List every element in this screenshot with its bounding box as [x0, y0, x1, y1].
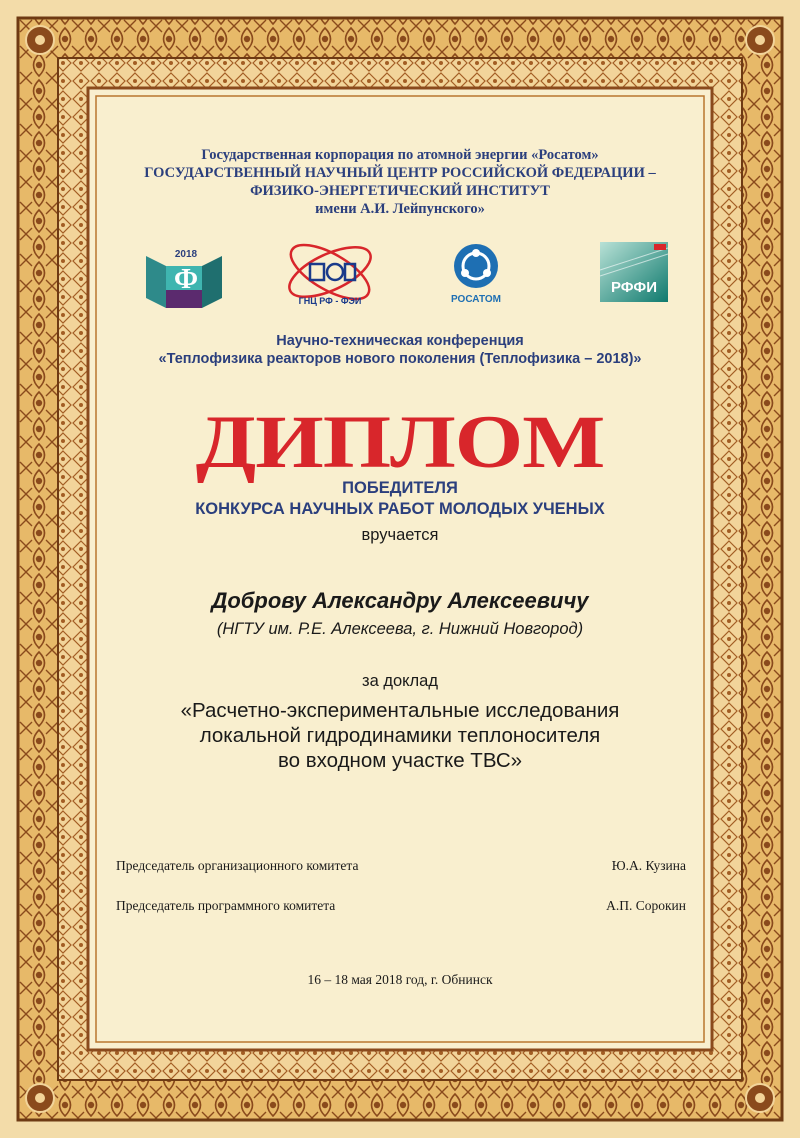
- conference-logo-year: 2018: [174, 249, 198, 260]
- gnc-fei-logo: [280, 238, 380, 310]
- header-line-3: ФИЗИКО-ЭНЕРГЕТИЧЕСКИЙ ИНСТИТУТ: [250, 183, 550, 199]
- signature-person: А.П. Сорокин: [606, 898, 686, 913]
- report-line-1: «Расчетно-экспериментальные исследования: [180, 699, 620, 722]
- diploma-content: [110, 110, 690, 1030]
- header-line-1: Государственная корпорация по атомной энергии «Росатом»: [201, 147, 599, 163]
- signature-role: Председатель программного комитета: [116, 898, 336, 913]
- conference-title: [110, 332, 690, 368]
- signature-role: Председатель организационного комитета: [116, 858, 359, 873]
- conference-line-1: Научно-техническая конференция: [276, 333, 524, 349]
- date-place: 16 – 18 мая 2018 год, г. Обнинск: [307, 972, 493, 987]
- conference-logo-letter: Ф: [173, 264, 199, 295]
- subtitle-line-2: КОНКУРСА НАУЧНЫХ РАБОТ МОЛОДЫХ УЧЕНЫХ: [195, 500, 605, 518]
- recipient-name: Доброву Александру Алексеевичу: [211, 588, 589, 613]
- awarded-text: вручается: [361, 526, 439, 544]
- conference-logo: [142, 242, 226, 310]
- header-line-2: ГОСУДАРСТВЕННЫЙ НАУЧНЫЙ ЦЕНТР РОССИЙСКОЙ ФЕДЕРАЦИИ –: [144, 165, 656, 181]
- signature-person: Ю.А. Кузина: [611, 858, 686, 873]
- report-line-3: во входном участке ТВС»: [277, 749, 523, 772]
- rosatom-label: РОСАТОМ: [451, 294, 501, 305]
- institution-header: [110, 146, 690, 218]
- gnc-fei-label: ГНЦ РФ - ФЭИ: [298, 296, 362, 306]
- report-title: [110, 698, 690, 773]
- header-line-4: имени А.И. Лейпунского»: [315, 201, 485, 217]
- subtitle-line-1: ПОБЕДИТЕЛЯ: [342, 479, 458, 497]
- diploma-title: ДИПЛОМ: [195, 401, 605, 484]
- recipient-affiliation: (НГТУ им. Р.Е. Алексеева, г. Нижний Новгород): [216, 620, 584, 638]
- report-line-2: локальной гидродинамики теплоносителя: [199, 724, 601, 747]
- report-intro: за доклад: [362, 672, 438, 690]
- rosatom-logo: [440, 240, 512, 310]
- logos-row: [110, 238, 690, 318]
- conference-line-2: «Теплофизика реакторов нового поколения (Теплофизика – 2018)»: [158, 351, 642, 367]
- rffi-label: РФФИ: [611, 279, 657, 296]
- rffi-logo: [598, 240, 670, 304]
